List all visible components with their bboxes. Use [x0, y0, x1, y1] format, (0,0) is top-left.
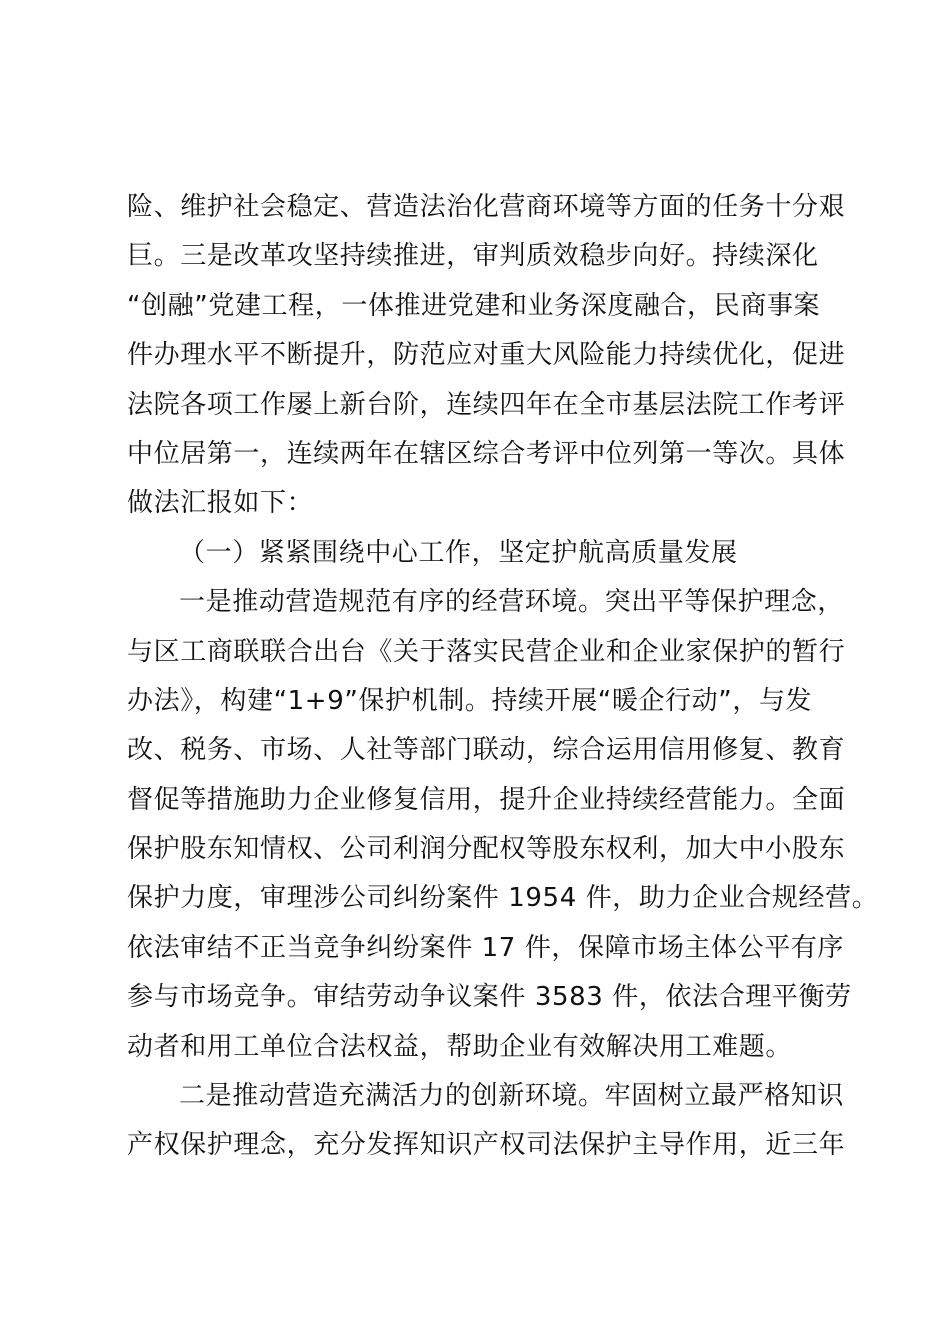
- text-line: 参与市场竞争。审结劳动争议案件 3583 件，依法合理平衡劳: [127, 982, 852, 1013]
- section-heading: （一）紧紧围绕中心工作，坚定护航高质量发展: [179, 537, 738, 568]
- text-line: 督促等措施助力企业修复信用，提升企业持续经营能力。全面: [127, 784, 846, 815]
- text-line: 做法汇报如下：: [127, 488, 314, 519]
- text-line: 改、税务、市场、人社等部门联动，综合运用信用修复、教育: [127, 735, 846, 766]
- text-line: 险、维护社会稳定、营造法治化营商环境等方面的任务十分艰: [127, 192, 846, 222]
- body-text: [127, 183, 879, 1171]
- text-line: 件办理水平不断提升，防范应对重大风险能力持续优化，促进: [127, 340, 846, 371]
- text-line: 产权保护理念，充分发挥知识产权司法保护主导作用，近三年: [127, 1130, 846, 1161]
- paragraph-start: 一是推动营造规范有序的经营环境。突出平等保护理念，: [179, 587, 845, 618]
- text-line: 法院各项工作屡上新台阶，连续四年在全市基层法院工作考评: [127, 389, 846, 420]
- text-line: 保护力度，审理涉公司纠纷案件 1954 件，助力企业合规经营。: [127, 883, 879, 914]
- text-line: 中位居第一，连续两年在辖区综合考评中位列第一等次。具体: [127, 438, 846, 469]
- paragraph-start: 二是推动营造充满活力的创新环境。牢固树立最严格知识: [179, 1081, 845, 1112]
- text-line: 巨。三是改革攻坚持续推进，审判质效稳步向好。持续深化: [127, 241, 819, 272]
- text-line: “创融”党建工程，一体推进党建和业务深度融合，民商事案: [127, 290, 821, 321]
- text-line: 保护股东知情权、公司利润分配权等股东权利，加大中小股东: [127, 834, 846, 865]
- text-line: 动者和用工单位合法权益，帮助企业有效解决用工难题。: [127, 1031, 793, 1062]
- text-line: 依法审结不正当竞争纠纷案件 17 件，保障市场主体公平有序: [127, 932, 845, 963]
- text-line: 办法》，构建“1+9”保护机制。持续开展“暖企行动”，与发: [127, 685, 813, 716]
- text-line: 与区工商联联合出台《关于落实民营企业和企业家保护的暂行: [127, 636, 846, 667]
